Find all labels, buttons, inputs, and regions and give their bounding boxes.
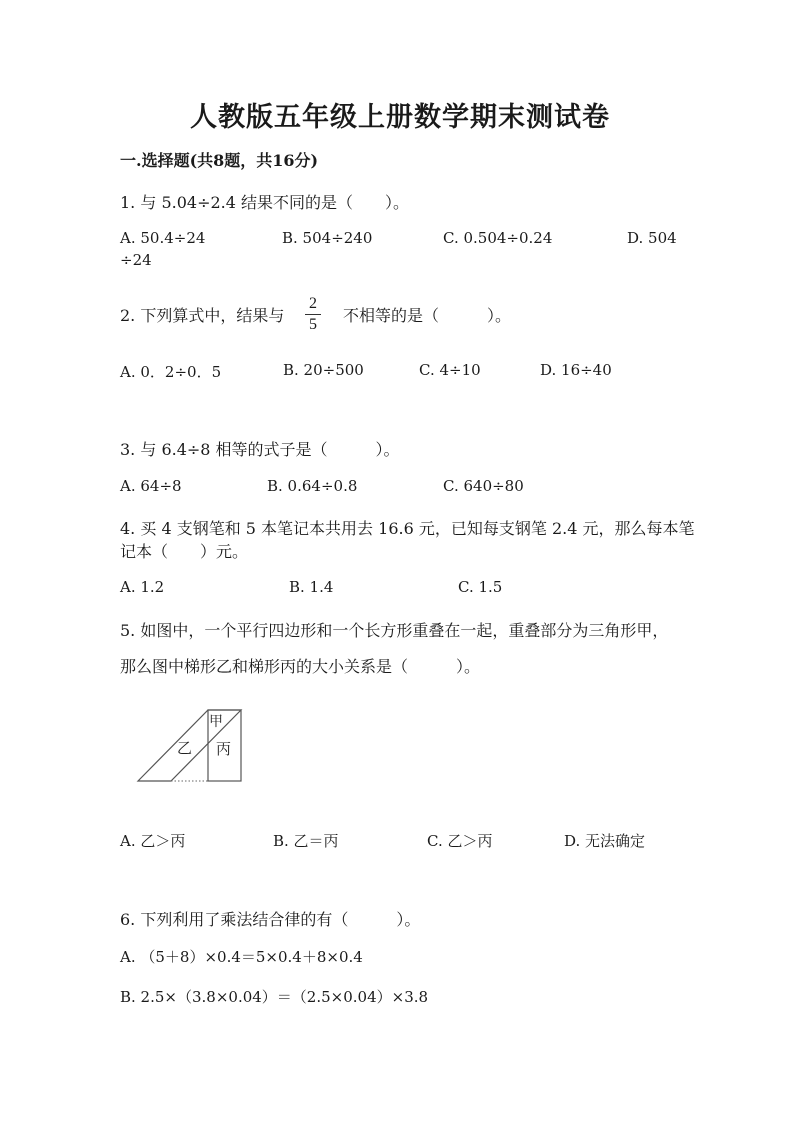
figure-label-bing: 丙 (216, 740, 232, 758)
question-3-option-a: A. 64÷8 (120, 477, 182, 495)
figure-label-yi: 乙 (177, 739, 193, 757)
question-2-option-b: B. 20÷500 (283, 361, 364, 379)
question-2-option-c: C. 4÷10 (419, 361, 481, 379)
question-4-stem-line1: 4. 买 4 支钢笔和 5 本笔记本共用去 16.6 元，已知每支钢笔 2.4 元，那么每本笔 (120, 519, 695, 538)
question-1-option-d-cont: ÷24 (120, 251, 152, 269)
fraction-denominator: 5 (309, 316, 317, 333)
question-1-option-b: B. 504÷240 (282, 229, 373, 247)
figure-label-jia: 甲 (209, 714, 223, 730)
question-3-option-b: B. 0.64÷0.8 (267, 477, 358, 495)
question-1-option-a: A. 50.4÷24 (120, 229, 206, 247)
question-2-stem-before: 2. 下列算式中，结果与 (120, 306, 285, 325)
question-2-stem-after: 不相等的是（ ）。 (343, 306, 512, 325)
question-5-option-d: D. 无法确定 (564, 832, 646, 850)
page-title: 人教版五年级上册数学期末测试卷 (190, 102, 610, 133)
question-4-option-c: C. 1.5 (458, 578, 503, 596)
question-2-option-a: A. 0．2÷0．5 (120, 363, 222, 381)
question-5-stem-line1: 5. 如图中，一个平行四边形和一个长方形重叠在一起，重叠部分为三角形甲， (120, 621, 669, 640)
question-2-option-d: D. 16÷40 (540, 361, 612, 379)
question-6-stem: 6. 下列利用了乘法结合律的有（ ）。 (120, 910, 421, 929)
question-4-option-a: A. 1.2 (120, 578, 165, 596)
question-4-stem-line2: 记本（ ）元。 (120, 542, 249, 561)
question-5-option-c: C. 乙＞丙 (427, 832, 493, 850)
question-6-option-b: B. 2.5×（3.8×0.04）＝（2.5×0.04）×3.8 (120, 988, 429, 1006)
question-1-option-c: C. 0.504÷0.24 (443, 229, 553, 247)
question-1-option-d: D. 504 (627, 229, 677, 247)
question-4-option-b: B. 1.4 (289, 578, 334, 596)
question-5-option-a: A. 乙＞丙 (120, 832, 186, 850)
question-5-option-b: B. 乙＝丙 (273, 832, 339, 850)
section-heading: 一.选择题(共8题，共16分) (120, 151, 319, 170)
question-3-option-c: C. 640÷80 (443, 477, 524, 495)
question-3-stem: 3. 与 6.4÷8 相等的式子是（ ）。 (120, 440, 400, 459)
question-1-stem: 1. 与 5.04÷2.4 结果不同的是（ ）。 (120, 193, 410, 212)
question-5-stem-line2: 那么图中梯形乙和梯形丙的大小关系是（ ）。 (120, 657, 481, 676)
question-6-option-a: A. （5＋8）×0.4＝5×0.4＋8×0.4 (120, 948, 363, 966)
fraction-numerator: 2 (309, 295, 317, 312)
